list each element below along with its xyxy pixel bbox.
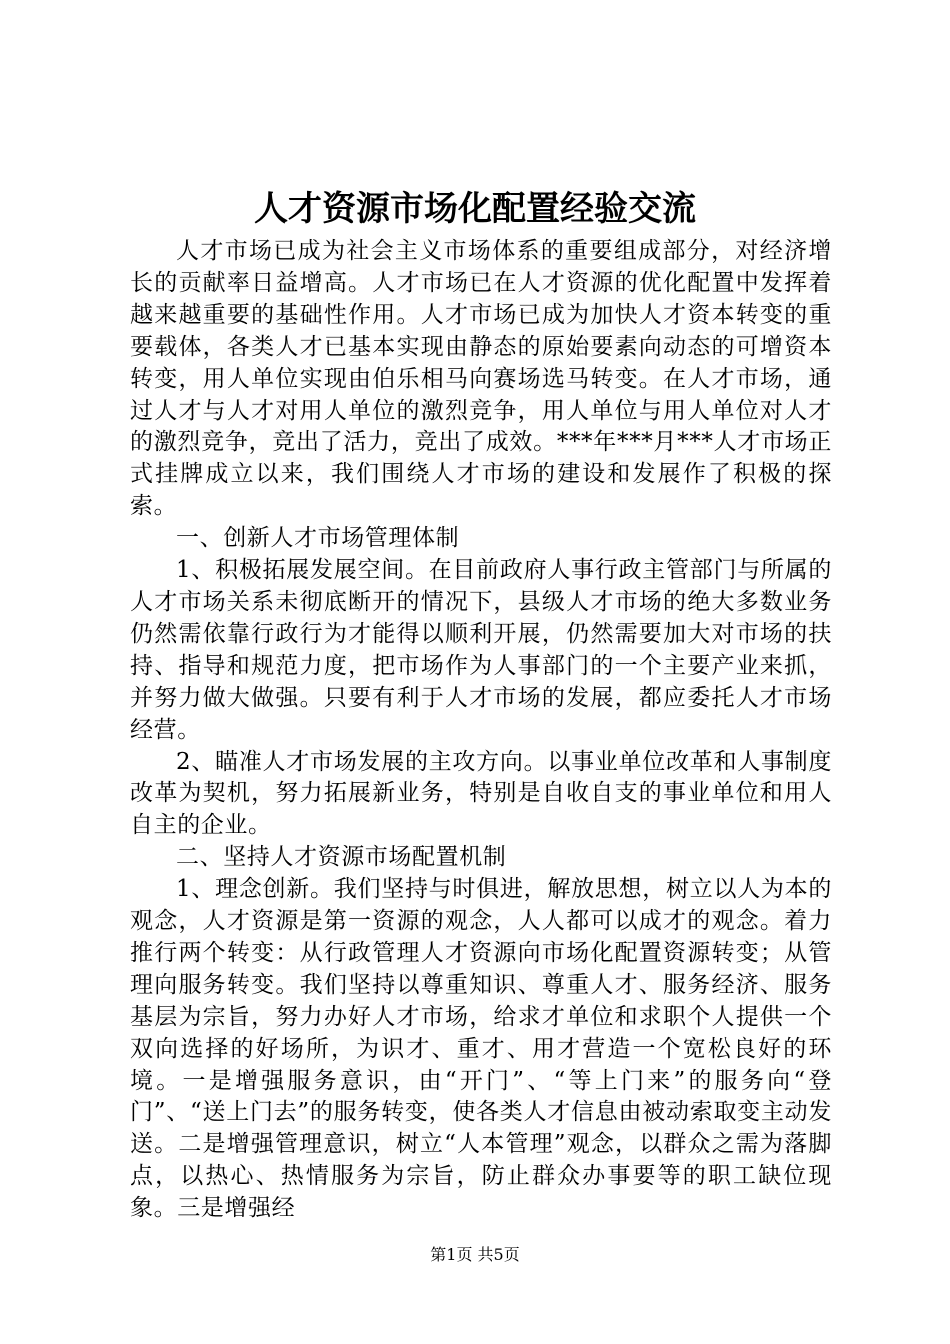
document-title: 人才资源市场化配置经验交流 [254, 189, 696, 229]
document-body [130, 236, 832, 1225]
body-paragraph: 1、理念创新。我们坚持与时俱进，解放思想，树立以人为本的观念，人才资源是第一资源的观念，人人都可以成才的观念。着力推行两个转变：从行政管理人才资源向市场化配置资源转变；从管理向服务转变。我们坚持以尊重知识、尊重人才、服务经济、服务基层为宗旨，努力办好人才市场，给求才单位和求职个人提供一个双向选择的好场所，为识才、重才、用才营造一个宽松良好的环境。一是增强服务意识，由“开门”、“等上门来”的服务向“登门”、“送上门去”的服务转变，使各类人才信息由被动索取变主动发送。二是增强管理意识，树立“人本管理”观念，以群众之需为落脚点，以热心、热情服务为宗旨，防止群众办事要等的职工缺位现象。三是增强经 [130, 876, 832, 1222]
body-paragraph: 1、积极拓展发展空间。在目前政府人事行政主管部门与所属的人才市场关系未彻底断开的情况下，县级人才市场的绝大多数业务仍然需依靠行政行为才能得以顺利开展，仍然需要加大对市场的扶持、指导和规范力度，把市场作为人事部门的一个主要产业来抓，并努力做大做强。只要有利于人才市场的发展，都应委托人才市场经营。 [130, 557, 832, 743]
body-paragraph: 2、瞄准人才市场发展的主攻方向。以事业单位改革和人事制度改革为契机，努力拓展新业务，特别是自收自支的事业单位和用人自主的企业。 [130, 748, 832, 839]
section-heading: 一、创新人才市场管理体制 [176, 525, 460, 552]
body-paragraph: 人才市场已成为社会主义市场体系的重要组成部分，对经济增长的贡献率日益增高。人才市场已在人才资源的优化配置中发挥着越来越重要的基础性作用。人才市场已成为加快人才资本转变的重要载体，各类人才已基本实现由静态的原始要素向动态的可增资本转变，用人单位实现由伯乐相马向赛场选马转变。在人才市场，通过人才与人才对用人单位的激烈竞争，用人单位与用人单位对人才的激烈竞争，竞出了活力，竞出了成效。***年***月***人才市场正式挂牌成立以来，我们围绕人才市场的建设和发展作了积极的探索。 [130, 238, 832, 520]
page-footer: 第1页 共5页 [430, 1245, 520, 1264]
section-heading: 二、坚持人才资源市场配置机制 [176, 844, 507, 871]
